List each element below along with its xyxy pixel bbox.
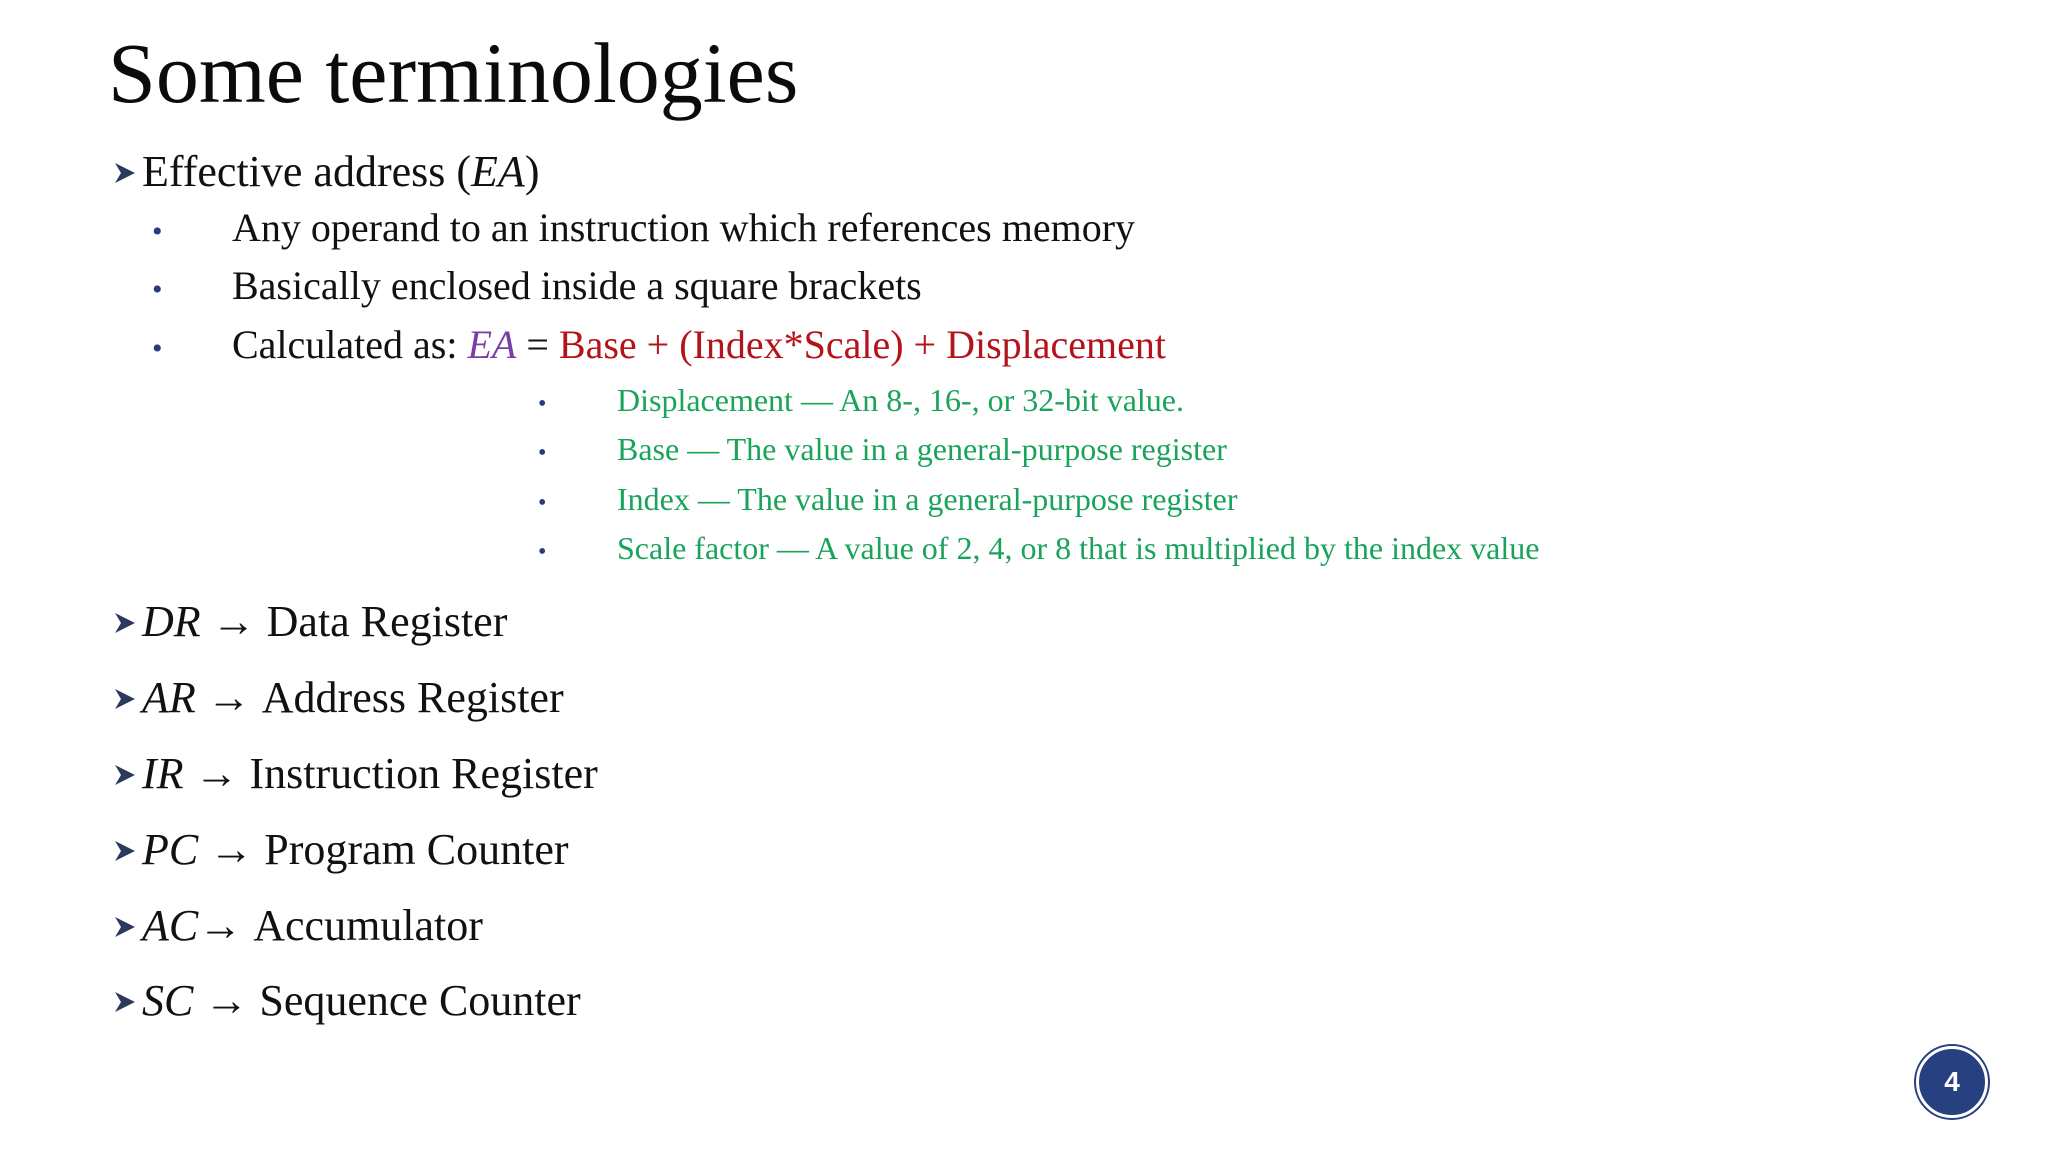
arrow-bullet-icon bbox=[112, 160, 142, 186]
register-item-pc bbox=[112, 822, 569, 878]
effective-address-term: EA bbox=[471, 147, 525, 196]
register-name: Data Register bbox=[266, 597, 508, 646]
bullet-dot-icon: • bbox=[538, 440, 547, 466]
bullet-dot-icon: • bbox=[152, 332, 163, 365]
register-abbr: PC bbox=[142, 825, 199, 874]
sub-bullet-text: Any operand to an instruction which references memory bbox=[232, 205, 1136, 250]
component-text: Index — The value in a general-purpose register bbox=[617, 481, 1238, 517]
component-text: Base — The value in a general-purpose register bbox=[617, 431, 1227, 467]
arrow-bullet-icon bbox=[112, 686, 142, 712]
register-arrow: → bbox=[198, 901, 254, 950]
register-name: Address Register bbox=[261, 673, 564, 722]
bullet-dot-icon: • bbox=[538, 391, 547, 417]
page-number-badge: 4 bbox=[1916, 1046, 1988, 1118]
sub-bullet bbox=[152, 261, 922, 315]
component-item bbox=[538, 527, 1539, 573]
arrow-bullet-icon bbox=[112, 989, 142, 1015]
formula-expression: Base + (Index*Scale) + Displacement bbox=[558, 322, 1167, 367]
register-abbr: DR bbox=[142, 597, 201, 646]
sub-bullet bbox=[152, 203, 1135, 257]
register-item-ar bbox=[112, 670, 564, 726]
sub-bullet-formula bbox=[152, 320, 1166, 374]
component-text: Scale factor — A value of 2, 4, or 8 that is multiplied by the index value bbox=[617, 530, 1540, 566]
arrow-bullet-icon bbox=[112, 838, 142, 864]
bullet-dot-icon: • bbox=[152, 273, 163, 306]
register-arrow: → bbox=[198, 825, 265, 874]
sub-bullet-text: Basically enclosed inside a square brackets bbox=[232, 263, 922, 308]
register-arrow: → bbox=[183, 749, 250, 798]
register-abbr: AR bbox=[142, 673, 196, 722]
register-abbr: IR bbox=[142, 749, 184, 798]
formula-prefix: Calculated as: bbox=[232, 322, 468, 367]
register-abbr: SC bbox=[142, 976, 194, 1025]
bullet-dot-icon: • bbox=[538, 539, 547, 565]
register-item-ir bbox=[112, 746, 598, 802]
effective-address-prefix: Effective address ( bbox=[142, 147, 472, 196]
register-arrow: → bbox=[195, 673, 262, 722]
component-text: Displacement — An 8-, 16-, or 32-bit value. bbox=[617, 382, 1184, 418]
slide-title: Some terminologies bbox=[108, 25, 799, 121]
component-item bbox=[538, 478, 1238, 524]
register-arrow: → bbox=[193, 976, 260, 1025]
register-arrow: → bbox=[200, 597, 267, 646]
formula-equals: = bbox=[516, 322, 559, 367]
register-item-sc bbox=[112, 973, 581, 1029]
register-name: Instruction Register bbox=[249, 749, 598, 798]
formula-term: EA bbox=[467, 322, 517, 367]
bullet-dot-icon: • bbox=[538, 490, 547, 516]
register-item-ac bbox=[112, 898, 483, 954]
register-name: Accumulator bbox=[253, 901, 483, 950]
register-abbr: AC bbox=[142, 901, 199, 950]
arrow-bullet-icon bbox=[112, 914, 142, 940]
arrow-bullet-icon bbox=[112, 762, 142, 788]
register-name: Sequence Counter bbox=[259, 976, 581, 1025]
component-item bbox=[538, 428, 1227, 474]
register-item-dr bbox=[112, 594, 507, 650]
component-item bbox=[538, 379, 1184, 425]
register-name: Program Counter bbox=[264, 825, 569, 874]
bullet-dot-icon: • bbox=[152, 215, 163, 248]
effective-address-suffix: ) bbox=[524, 147, 540, 196]
list-item-effective-address bbox=[112, 144, 539, 200]
arrow-bullet-icon bbox=[112, 610, 142, 636]
